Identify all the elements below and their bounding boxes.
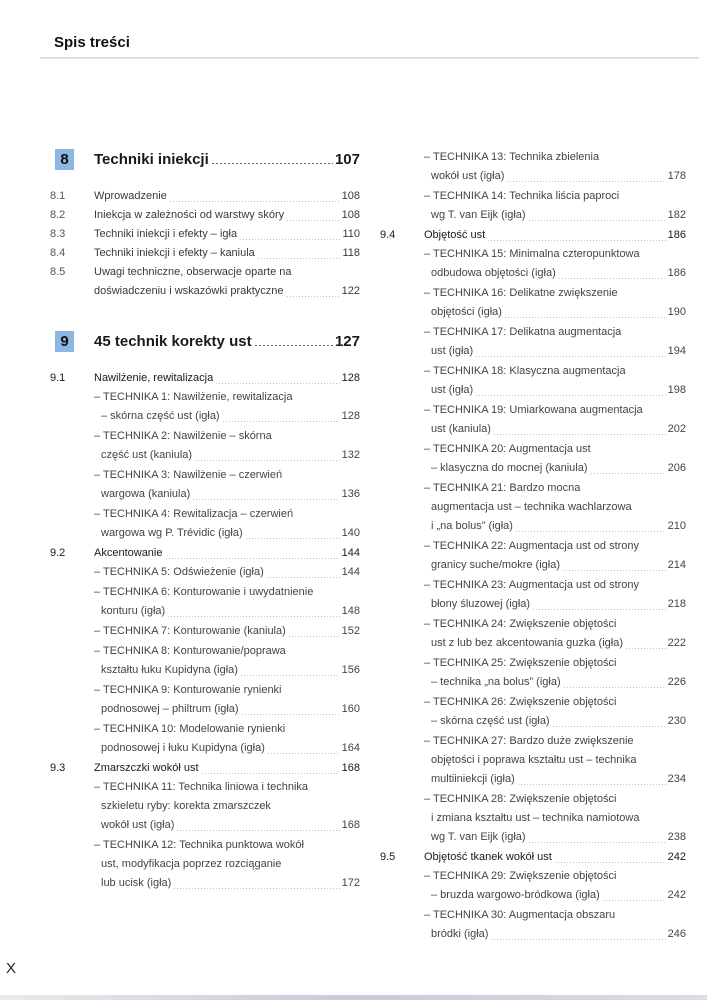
technique-title: wg T. van Eijk (igła)	[431, 831, 526, 843]
toc-section[interactable]	[50, 369, 360, 388]
chapter-page: 127	[334, 332, 360, 350]
chapter-9-left-entries	[50, 369, 360, 893]
technique-title: – skórna część ust (igła)	[101, 410, 220, 422]
section-page: 128	[341, 372, 360, 384]
leader-dots	[245, 524, 340, 543]
technique-title: – TECHNIKA 16: Delikatne zwiększenie	[424, 287, 618, 299]
technique-page: 144	[341, 566, 360, 578]
technique-title: odbudowa objętości (igła)	[431, 267, 556, 279]
section-number: 8.1	[50, 190, 66, 202]
technique-title: objętości i poprawa kształtu ust – technika	[431, 754, 637, 766]
toc-section[interactable]	[380, 848, 686, 867]
page-bottom-edge	[0, 995, 707, 1000]
section-title: Zmarszczki wokół ust	[94, 762, 199, 774]
chapter-number-badge: 9	[55, 331, 74, 352]
technique-title: bródki (igła)	[431, 928, 489, 940]
toc-technique[interactable]	[50, 388, 360, 426]
leader-dots	[176, 816, 339, 835]
toc-technique[interactable]	[380, 732, 686, 789]
technique-page: 136	[341, 488, 360, 500]
toc-technique[interactable]	[50, 427, 360, 465]
technique-title: – TECHNIKA 6: Konturowanie i uwydatnienie	[94, 586, 314, 598]
technique-page: 194	[667, 345, 686, 357]
technique-title: objętości (igła)	[431, 306, 502, 318]
technique-title: – TECHNIKA 15: Minimalna czteropunktowa	[424, 248, 640, 260]
technique-page: 186	[667, 267, 686, 279]
toc-technique[interactable]	[50, 720, 360, 758]
toc-technique[interactable]	[50, 836, 360, 893]
section-page: 186	[667, 229, 686, 241]
technique-page: 148	[341, 605, 360, 617]
technique-title: augmentacja ust – technika wachlarzowa	[431, 501, 632, 513]
leader-dots	[602, 886, 666, 905]
toc-chapter-8[interactable]	[50, 147, 360, 171]
section-number: 9.5	[380, 851, 396, 863]
technique-page: 156	[341, 664, 360, 676]
technique-title: – TECHNIKA 11: Technika liniowa i technika	[94, 781, 309, 793]
technique-page: 172	[341, 877, 360, 889]
section-number: 9.4	[380, 229, 396, 241]
technique-title: wargowa wg P. Trévidic (igła)	[101, 527, 243, 539]
leader-dots	[239, 225, 340, 244]
toc-technique[interactable]	[50, 563, 360, 582]
section-number: 8.2	[50, 209, 66, 221]
chapter-number-badge: 8	[55, 149, 74, 170]
technique-title: – TECHNIKA 17: Delikatna augmentacja	[424, 326, 622, 338]
leader-dots	[475, 342, 665, 361]
technique-title: – TECHNIKA 5: Odświeżenie (igła)	[94, 566, 264, 578]
technique-title: – skórna część ust (igła)	[431, 715, 550, 727]
technique-title: – TECHNIKA 30: Augmentacja obszaru	[424, 909, 616, 921]
technique-title: – TECHNIKA 22: Augmentacja ust od strony	[424, 540, 640, 552]
leader-dots	[165, 544, 340, 563]
leader-dots	[286, 282, 340, 301]
chapter-page: 107	[334, 150, 360, 168]
leader-dots	[490, 925, 665, 944]
technique-title: – TECHNIKA 18: Klasyczna augmentacja	[424, 365, 626, 377]
technique-title: – TECHNIKA 9: Konturowanie rynienki	[94, 684, 282, 696]
toc-section[interactable]	[380, 226, 686, 245]
section-page: 168	[341, 762, 360, 774]
technique-title: wg T. van Eijk (igła)	[431, 209, 526, 221]
technique-title: – TECHNIKA 25: Zwiększenie objętości	[424, 657, 617, 669]
toc-technique[interactable]	[380, 323, 686, 361]
toc-section[interactable]	[50, 759, 360, 778]
toc-chapter-9[interactable]	[50, 329, 360, 353]
section-title-line: doświadczeniu i wskazówki praktyczne	[94, 285, 284, 297]
leader-dots	[192, 485, 339, 504]
leader-dots	[169, 187, 340, 206]
section-title: Nawilżenie, rewitalizacja	[94, 372, 214, 384]
technique-title: i zmiana kształtu ust – technika namiotowa	[431, 812, 640, 824]
toc-section[interactable]	[50, 225, 360, 244]
technique-title: wargowa (kaniula)	[101, 488, 191, 500]
technique-title: – technika „na bolus” (igła)	[431, 676, 561, 688]
technique-title: – TECHNIKA 28: Zwiększenie objętości	[424, 793, 617, 805]
toc-technique[interactable]	[50, 466, 360, 504]
section-page: 108	[341, 190, 360, 202]
leader-dots	[528, 828, 666, 847]
toc-section[interactable]	[50, 206, 360, 225]
toc-technique[interactable]	[380, 187, 686, 225]
section-number: 9.1	[50, 372, 66, 384]
leader-dots	[257, 244, 341, 263]
technique-page: 132	[341, 449, 360, 461]
technique-page: 182	[667, 209, 686, 221]
technique-title: wokół ust (igła)	[101, 819, 175, 831]
technique-title: – TECHNIKA 21: Bardzo mocna	[424, 482, 581, 494]
chapter-title: Techniki iniekcji	[94, 150, 209, 168]
toc-technique[interactable]	[380, 654, 686, 692]
toc-technique[interactable]	[50, 583, 360, 621]
technique-title: – TECHNIKA 2: Nawilżenie – skórna	[94, 430, 272, 442]
technique-title: – TECHNIKA 7: Konturowanie (kaniula)	[94, 625, 286, 637]
toc-technique[interactable]	[380, 576, 686, 614]
technique-page: 202	[667, 423, 686, 435]
technique-title: – bruzda wargowo-bródkowa (igła)	[431, 889, 600, 901]
technique-page: 230	[667, 715, 686, 727]
leader-dots	[266, 563, 340, 582]
leader-dots	[288, 622, 340, 641]
toc-technique[interactable]	[380, 245, 686, 283]
technique-page: 246	[667, 928, 686, 940]
section-title: Iniekcja w zależności od warstwy skóry	[94, 209, 285, 221]
section-title: Techniki iniekcji i efekty – igła	[94, 228, 238, 240]
technique-title: – TECHNIKA 12: Technika punktowa wokół	[94, 839, 304, 851]
leader-dots	[554, 848, 666, 867]
technique-title: ust (igła)	[431, 384, 474, 396]
toc-technique[interactable]	[380, 867, 686, 905]
section-number: 8.3	[50, 228, 66, 240]
technique-title: ust, modyfikacja poprzez rozciąganie	[101, 858, 282, 870]
leader-dots	[194, 446, 340, 465]
toc-technique[interactable]	[380, 479, 686, 536]
section-title-line: Uwagi techniczne, obserwacje oparte na	[94, 266, 292, 278]
toc-technique[interactable]	[50, 681, 360, 719]
leader-dots	[528, 206, 666, 225]
leader-dots	[563, 673, 666, 692]
leader-dots	[211, 151, 333, 168]
toc-technique[interactable]	[50, 642, 360, 680]
technique-title: – TECHNIKA 8: Konturowanie/poprawa	[94, 645, 286, 657]
section-title: Techniki iniekcji i efekty – kaniula	[94, 247, 255, 259]
toc-technique[interactable]	[380, 440, 686, 478]
technique-title: podnosowej – philtrum (igła)	[101, 703, 239, 715]
section-title: Objętość ust	[424, 229, 486, 241]
technique-page: 152	[341, 625, 360, 637]
toc-section[interactable]	[50, 263, 360, 301]
technique-page: 234	[667, 773, 686, 785]
toc-technique[interactable]	[50, 622, 360, 641]
technique-page: 178	[667, 170, 686, 182]
technique-page: 160	[341, 703, 360, 715]
leader-dots	[201, 759, 340, 778]
section-page: 110	[342, 228, 360, 240]
section-title: Akcentowanie	[94, 547, 163, 559]
chapter-title: 45 technik korekty ust	[94, 332, 252, 350]
leader-dots	[222, 407, 340, 426]
leader-dots	[515, 517, 666, 536]
section-number: 8.4	[50, 247, 66, 259]
technique-page: 214	[667, 559, 686, 571]
toc-technique[interactable]	[380, 148, 686, 186]
toc-technique[interactable]	[380, 362, 686, 400]
section-page: 242	[667, 851, 686, 863]
toc-technique[interactable]	[380, 790, 686, 847]
technique-title: szkieletu ryby: korekta zmarszczek	[101, 800, 271, 812]
technique-title: podnosowej i łuku Kupidyna (igła)	[101, 742, 265, 754]
technique-title: i „na bolus” (igła)	[431, 520, 513, 532]
technique-page: 168	[341, 819, 360, 831]
technique-title: wokół ust (igła)	[431, 170, 505, 182]
toc-technique[interactable]	[380, 906, 686, 944]
toc-column-left	[50, 147, 360, 894]
toc-technique[interactable]	[380, 537, 686, 575]
leader-dots	[240, 661, 340, 680]
technique-title: – TECHNIKA 14: Technika liścia paproci	[424, 190, 620, 202]
leader-dots	[286, 206, 340, 225]
toc-section[interactable]	[50, 244, 360, 263]
technique-page: 206	[667, 462, 686, 474]
leader-dots	[475, 381, 665, 400]
technique-title: multiiniekcji (igła)	[431, 773, 515, 785]
toc-technique[interactable]	[50, 778, 360, 835]
leader-dots	[506, 167, 665, 186]
technique-title: lub ucisk (igła)	[101, 877, 172, 889]
leader-dots	[493, 420, 666, 439]
technique-page: 210	[667, 520, 686, 532]
section-page: 108	[341, 209, 360, 221]
section-number: 8.5	[50, 266, 66, 278]
technique-page: 128	[341, 410, 360, 422]
technique-page: 140	[341, 527, 360, 539]
toc-technique[interactable]	[380, 693, 686, 731]
technique-page: 242	[667, 889, 686, 901]
technique-title: – klasyczna do mocnej (kaniula)	[431, 462, 588, 474]
technique-title: – TECHNIKA 26: Zwiększenie objętości	[424, 696, 617, 708]
leader-dots	[532, 595, 666, 614]
leader-dots	[267, 739, 340, 758]
technique-title: – TECHNIKA 23: Augmentacja ust od strony	[424, 579, 640, 591]
technique-title: błony śluzowej (igła)	[431, 598, 531, 610]
technique-title: – TECHNIKA 29: Zwiększenie objętości	[424, 870, 617, 882]
section-title: Objętość tkanek wokół ust	[424, 851, 552, 863]
technique-title: – TECHNIKA 3: Nawilżenie – czerwień	[94, 469, 283, 481]
leader-dots	[487, 226, 666, 245]
technique-title: – TECHNIKA 13: Technika zbielenia	[424, 151, 600, 163]
technique-title: – TECHNIKA 1: Nawilżenie, rewitalizacja	[94, 391, 293, 403]
technique-page: 198	[667, 384, 686, 396]
toc-technique[interactable]	[380, 284, 686, 322]
section-number: 9.2	[50, 547, 66, 559]
leader-dots	[504, 303, 666, 322]
technique-page: 238	[667, 831, 686, 843]
leader-dots	[590, 459, 666, 478]
toc-technique[interactable]	[50, 505, 360, 543]
leader-dots	[625, 634, 666, 653]
technique-title: granicy suche/mokre (igła)	[431, 559, 560, 571]
technique-title: – TECHNIKA 24: Zwiększenie objętości	[424, 618, 617, 630]
page-folio: X	[6, 960, 17, 977]
technique-title: – TECHNIKA 4: Rewitalizacja – czerwień	[94, 508, 294, 520]
technique-title: – TECHNIKA 19: Umiarkowana augmentacja	[424, 404, 643, 416]
technique-title: ust (igła)	[431, 345, 474, 357]
technique-title: – TECHNIKA 20: Augmentacja ust	[424, 443, 591, 455]
technique-title: ust (kaniula)	[431, 423, 491, 435]
technique-page: 218	[667, 598, 686, 610]
section-page: 118	[342, 247, 360, 259]
technique-title: konturu (igła)	[101, 605, 166, 617]
leader-dots	[215, 369, 339, 388]
chapter-9-right-entries	[380, 148, 686, 944]
technique-page: 226	[667, 676, 686, 688]
section-page: 144	[341, 547, 360, 559]
technique-page: 190	[667, 306, 686, 318]
title-divider	[40, 57, 699, 59]
leader-dots	[167, 602, 339, 621]
technique-title: część ust (kaniula)	[101, 449, 193, 461]
section-title: Wprowadzenie	[94, 190, 167, 202]
toc-section[interactable]	[50, 187, 360, 206]
leader-dots	[254, 333, 333, 350]
technique-title: ust z lub bez akcentowania guzka (igła)	[431, 637, 623, 649]
leader-dots	[562, 556, 666, 575]
technique-page: 222	[667, 637, 686, 649]
toc-technique[interactable]	[380, 615, 686, 653]
toc-technique[interactable]	[380, 401, 686, 439]
technique-page: 164	[341, 742, 360, 754]
technique-title: – TECHNIKA 27: Bardzo duże zwiększenie	[424, 735, 634, 747]
leader-dots	[552, 712, 666, 731]
page-title: Spis treści	[54, 34, 130, 51]
toc-column-right	[380, 148, 686, 945]
technique-title: – TECHNIKA 10: Modelowanie rynienki	[94, 723, 286, 735]
leader-dots	[517, 770, 666, 789]
section-number: 9.3	[50, 762, 66, 774]
technique-title: kształtu łuku Kupidyna (igła)	[101, 664, 238, 676]
leader-dots	[558, 264, 666, 283]
leader-dots	[241, 700, 340, 719]
section-page: 122	[341, 285, 360, 297]
toc-section[interactable]	[50, 544, 360, 563]
leader-dots	[173, 874, 339, 893]
